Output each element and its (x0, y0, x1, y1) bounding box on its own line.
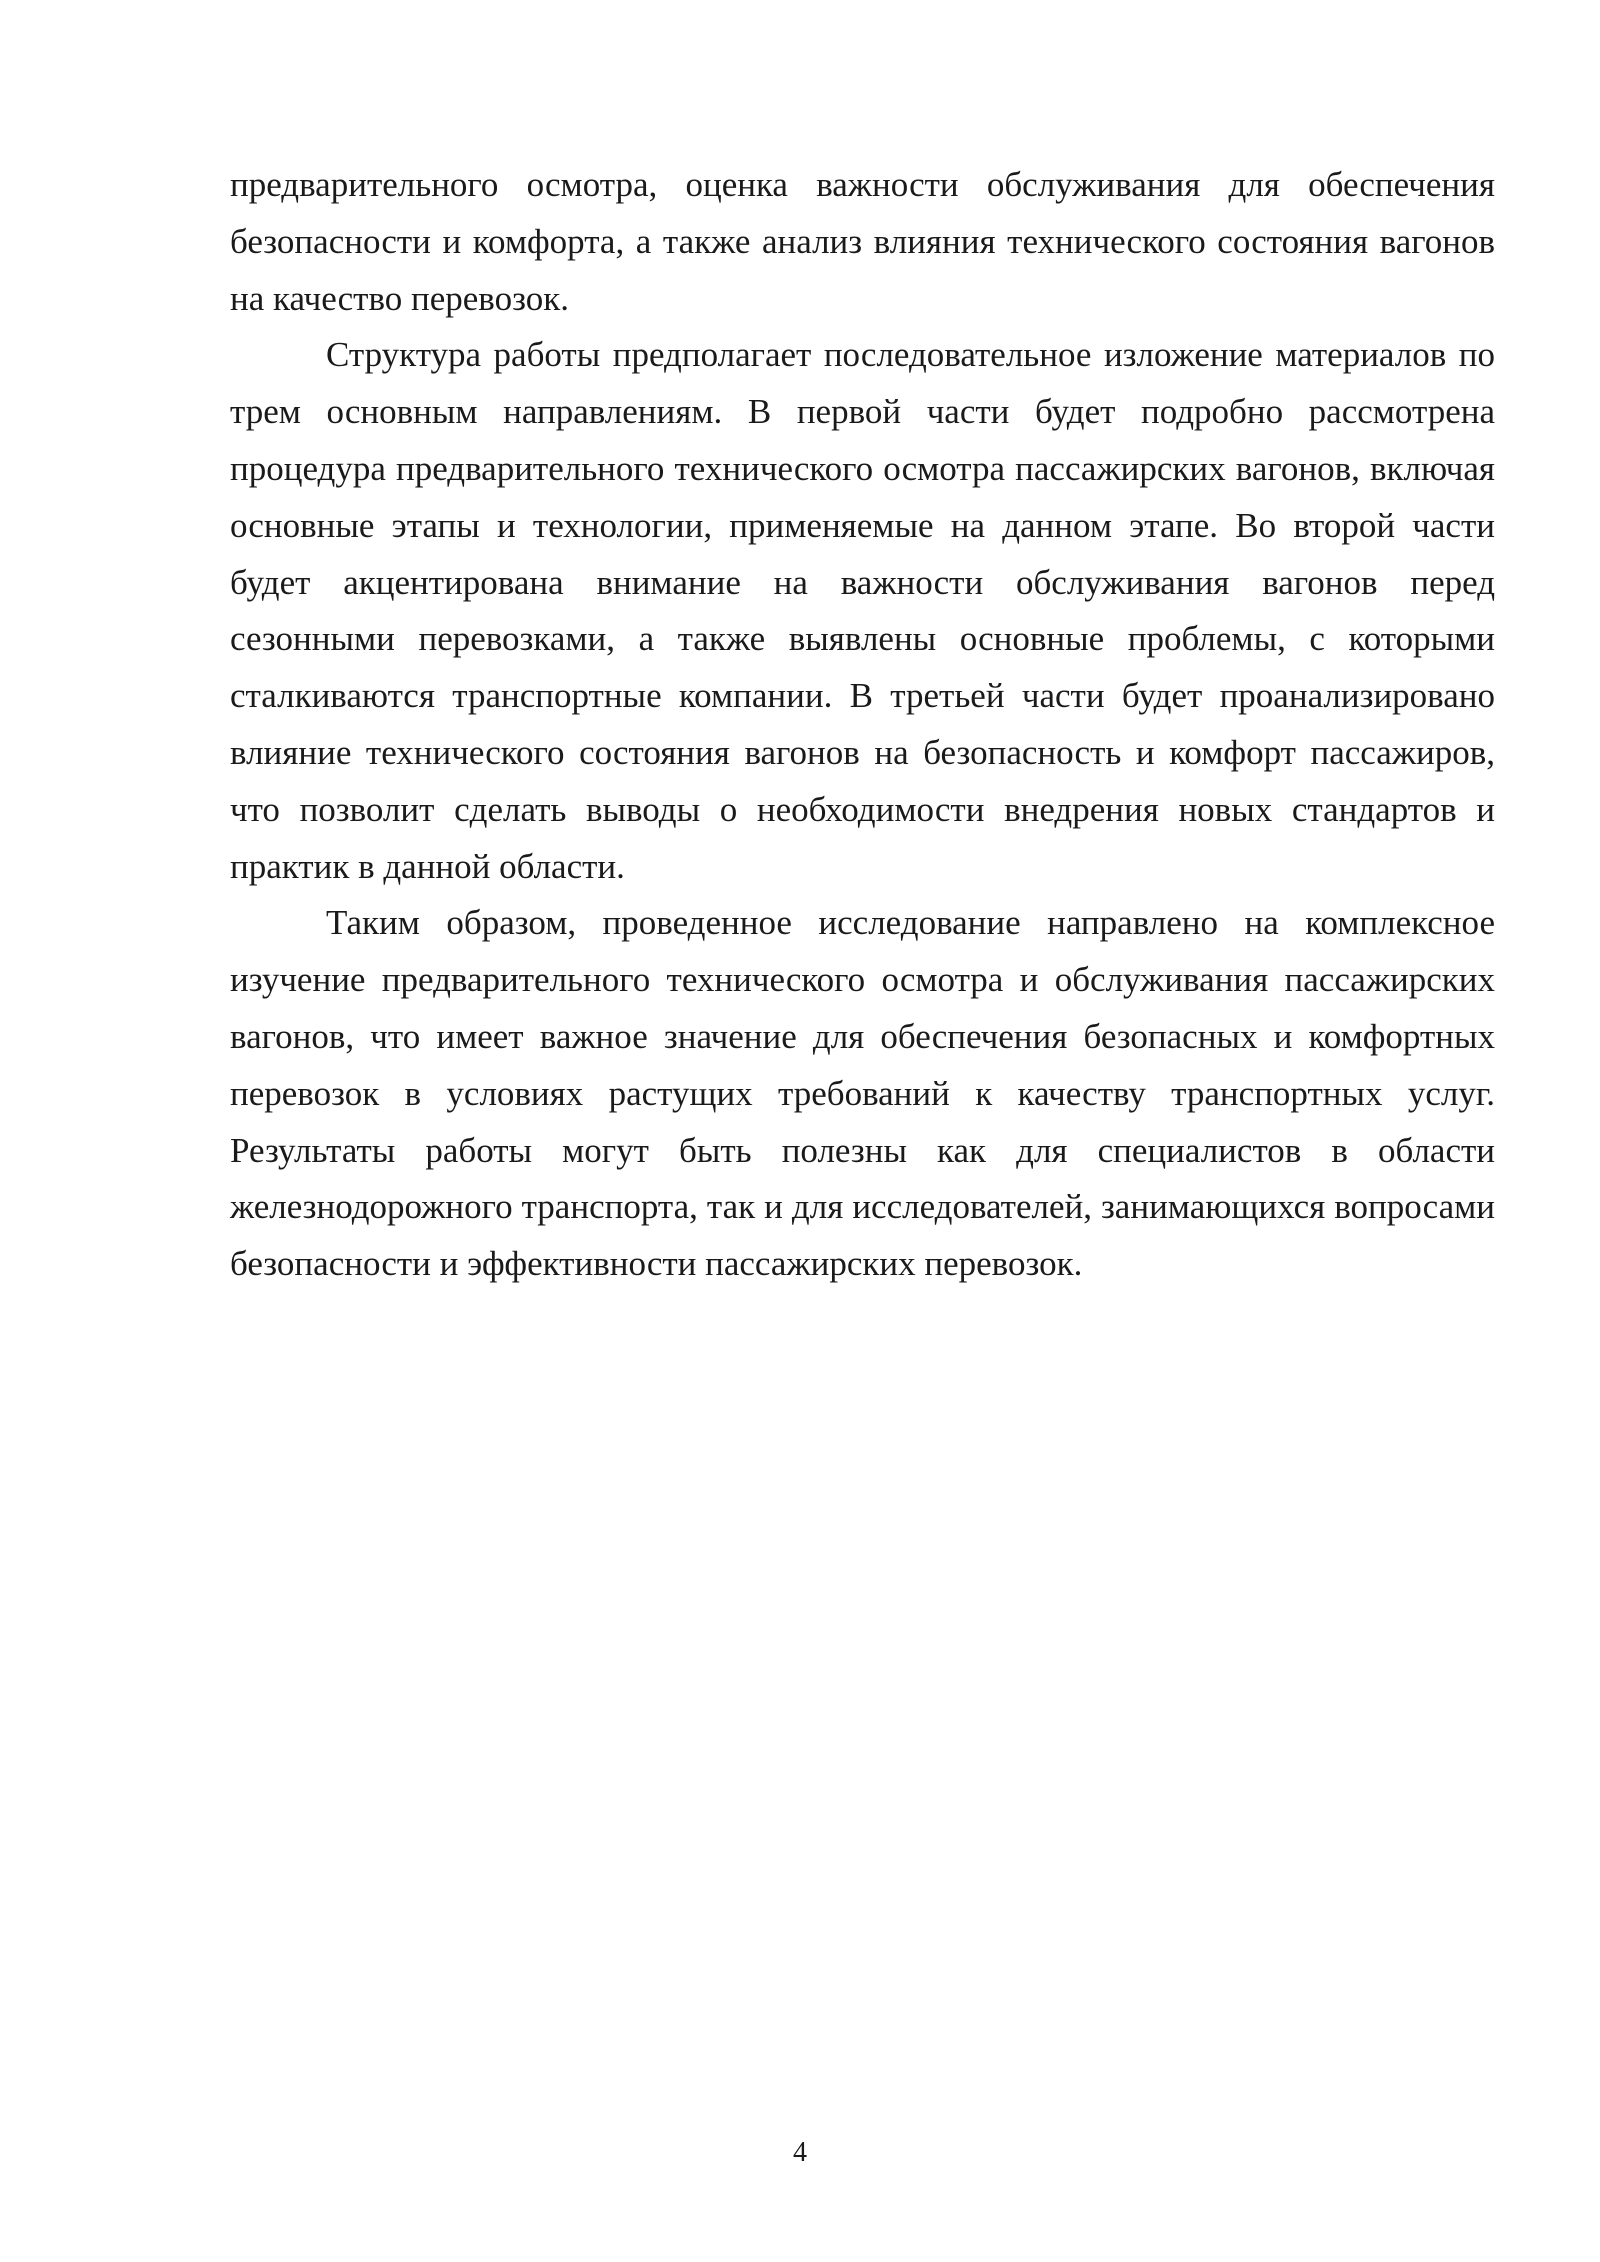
document-body (230, 157, 1495, 1293)
paragraph-structure: Структура работы предполагает последовательное изложение материалов по трем основным направлениям. В первой части будет подробно рассмотрена процедура предварительного технического осмотра пассажирских вагонов, включая основные этапы и технологии, применяемые на данном этапе. Во второй части будет акцентирована внимание на важности обслуживания вагонов перед сезонными перевозками, а также выявлены основные проблемы, с которыми сталкиваются транспортные компании. В третьей части будет проанализировано влияние технического состояния вагонов на безопасность и комфорт пассажиров, что позволит сделать выводы о необходимости внедрения новых стандартов и практик в данной области. (230, 335, 1495, 886)
page-number: 4 (793, 2137, 807, 2168)
paragraph-conclusion: Таким образом, проведенное исследование направлено на комплексное изучение предварительного технического осмотра и обслуживания пассажирских вагонов, что имеет важное значение для обеспечения безопасных и комфортных перевозок в условиях растущих требований к качеству транспортных услуг. Результаты работы могут быть полезны как для специалистов в области железнодорожного транспорта, так и для исследователей, занимающихся вопросами безопасности и эффективности пассажирских перевозок. (230, 903, 1495, 1284)
paragraph-continuation: предварительного осмотра, оценка важности обслуживания для обеспечения безопасности и комфорта, а также анализ влияния технического состояния вагонов на качество перевозок. (230, 165, 1495, 318)
